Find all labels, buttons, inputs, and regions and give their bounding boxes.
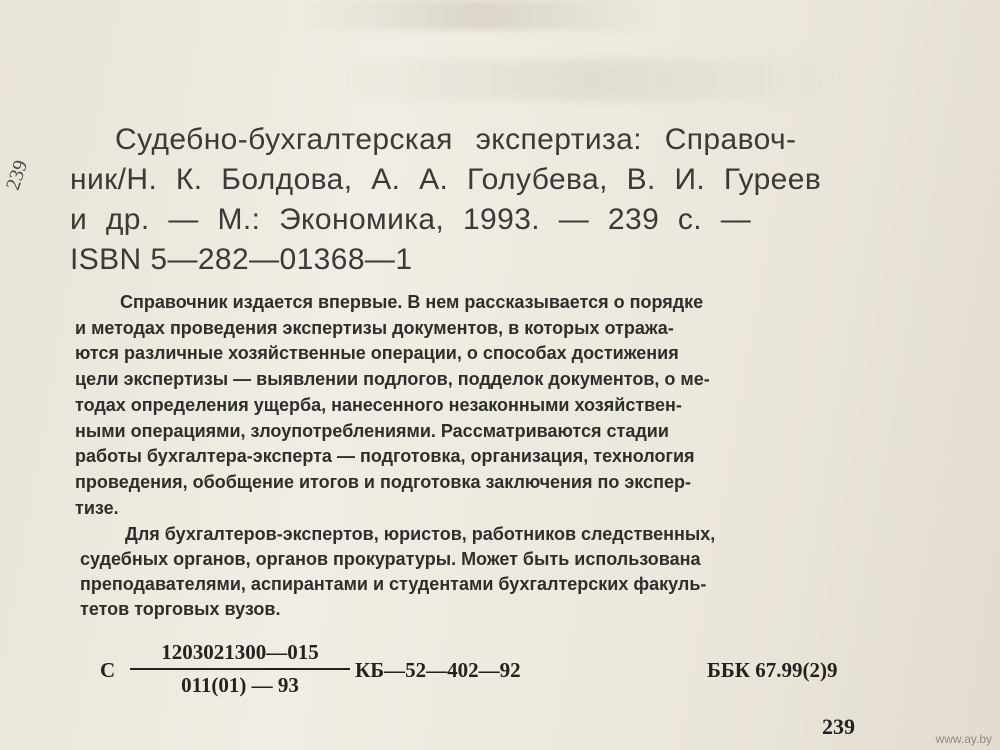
- catalog-fraction: [130, 640, 350, 698]
- audience-paragraph: [80, 522, 900, 622]
- audience-line: преподавателями, аспирантами и студентами бухгалтерских факуль-: [80, 574, 707, 594]
- abstract-line: ными операциями, злоупотреблениями. Рассматриваются стадии: [75, 420, 669, 441]
- catalog-kb-code: КБ—52—402—92: [355, 658, 521, 682]
- abstract-line: и методах проведения экспертизы документов, в которых отража-: [75, 317, 674, 338]
- citation-isbn: ISBN 5—282—01368—1: [70, 243, 413, 276]
- site-watermark: www.ay.by: [935, 732, 992, 746]
- abstract-line: цели экспертизы — выявлении подлогов, подделок документов, о ме-: [75, 369, 710, 390]
- bibliographic-citation: [70, 120, 925, 280]
- catalog-codes: [100, 640, 930, 700]
- audience-line: Для бухгалтеров-экспертов, юристов, работников следственных,: [125, 524, 716, 544]
- annotation-paragraph: [75, 290, 910, 521]
- bleed-through-top: [300, 0, 660, 30]
- abstract-line: ются различные хозяйственные операции, о способах достижения: [75, 343, 679, 364]
- margin-handwritten-note: 239: [2, 157, 33, 193]
- bleed-through-mid: [320, 60, 860, 100]
- citation-line-1: Судебно-бухгалтерская экспертиза: Справоч-: [115, 123, 797, 156]
- audience-line: судебных органов, органов прокуратуры. Может быть использована: [80, 549, 701, 569]
- audience-line: тетов торговых вузов.: [80, 599, 281, 619]
- abstract-line: тодах определения ущерба, нанесенного незаконными хозяйствен-: [75, 394, 682, 415]
- citation-line-3: и др. — М.: Экономика, 1993. — 239 с. —: [70, 203, 752, 236]
- abstract-line: тизе.: [75, 497, 119, 518]
- page-number: 239: [822, 714, 855, 739]
- citation-line-2: ник/Н. К. Болдова, А. А. Голубева, В. И. Гуреев: [70, 163, 822, 196]
- catalog-denominator: 011(01) — 93: [181, 673, 299, 697]
- catalog-numerator: 1203021300—015: [161, 640, 319, 664]
- abstract-line: проведения, обобщение итогов и подготовка заключения по экспер-: [75, 471, 691, 492]
- fraction-bar: [130, 668, 350, 670]
- catalog-prefix: С: [100, 658, 116, 682]
- catalog-bbk-code: ББК 67.99(2)9: [707, 658, 838, 682]
- abstract-line: работы бухгалтера-эксперта — подготовка, организация, технология: [75, 446, 695, 467]
- abstract-line: Справочник издается впервые. В нем рассказывается о порядке: [120, 292, 704, 312]
